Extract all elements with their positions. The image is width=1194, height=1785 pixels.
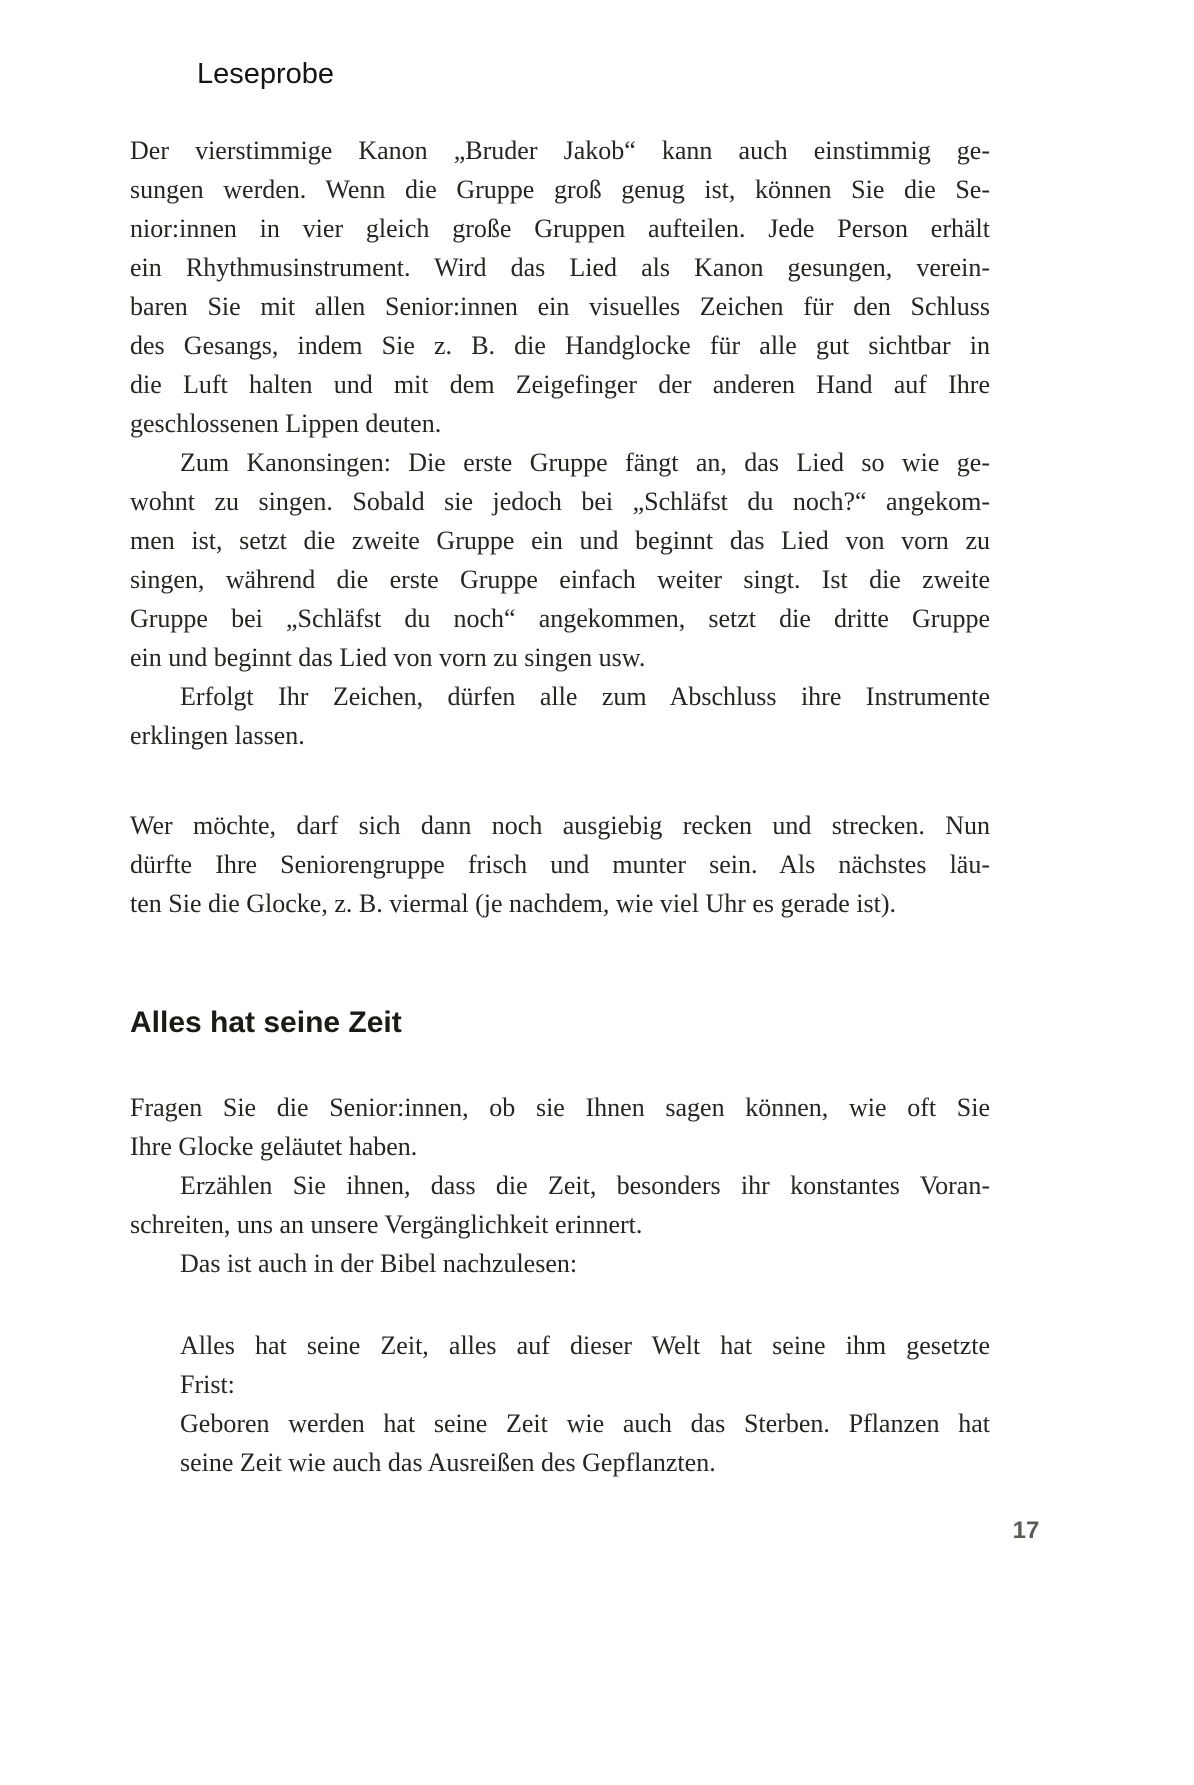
paragraph: [130, 677, 990, 755]
text-line: singen, während die erste Gruppe einfach weiter singt. Ist die zweite: [130, 565, 990, 594]
text-line: men ist, setzt die zweite Gruppe ein und beginnt das Lied von vorn zu: [130, 526, 990, 555]
paragraph: [130, 806, 990, 923]
text-line: ten Sie die Glocke, z. B. viermal (je nachdem, wie viel Uhr es gerade ist).: [130, 889, 897, 918]
text-column: [130, 131, 990, 1482]
text-line: nior:innen in vier gleich große Gruppen aufteilen. Jede Person erhält: [130, 214, 990, 243]
text-line: geschlossenen Lippen deuten.: [130, 409, 442, 438]
section-heading: Alles hat seine Zeit: [130, 1006, 402, 1039]
text-line: seine Zeit wie auch das Ausreißen des Gepflanzten.: [180, 1448, 716, 1477]
text-line: Der vierstimmige Kanon „Bruder Jakob“ kann auch einstimmig ge-: [130, 136, 990, 165]
page-header: Leseprobe: [197, 58, 335, 90]
paragraph: [130, 1088, 990, 1166]
text-line: die Luft halten und mit dem Zeigefinger der anderen Hand auf Ihre: [130, 370, 990, 399]
text-line: dürfte Ihre Seniorengruppe frisch und munter sein. Als nächstes läu-: [130, 850, 990, 879]
text-line: Alles hat seine Zeit, alles auf dieser Welt hat seine ihm gesetzte: [180, 1331, 990, 1360]
paragraph: [130, 131, 990, 443]
text-line: Ihre Glocke geläutet haben.: [130, 1132, 418, 1161]
text-line: Das ist auch in der Bibel nachzulesen:: [180, 1249, 578, 1278]
text-line: Zum Kanonsingen: Die erste Gruppe fängt an, das Lied so wie ge-: [180, 448, 990, 477]
text-line: ein und beginnt das Lied von vorn zu singen usw.: [130, 643, 646, 672]
bible-quote: [130, 1326, 990, 1482]
text-line: Frist:: [180, 1370, 235, 1399]
text-line: Fragen Sie die Senior:innen, ob sie Ihnen sagen können, wie oft Sie: [130, 1093, 990, 1122]
text-line: Wer möchte, darf sich dann noch ausgiebig recken und strecken. Nun: [130, 811, 990, 840]
text-line: Geboren werden hat seine Zeit wie auch das Sterben. Pflanzen hat: [180, 1409, 990, 1438]
text-line: Erzählen Sie ihnen, dass die Zeit, besonders ihr konstantes Voran-: [180, 1171, 990, 1200]
paragraph: [130, 443, 990, 677]
text-line: wohnt zu singen. Sobald sie jedoch bei „Schläfst du noch?“ angekom-: [130, 487, 990, 516]
text-line: baren Sie mit allen Senior:innen ein visuelles Zeichen für den Schluss: [130, 292, 990, 321]
paragraph: [130, 1166, 990, 1244]
text-line: erklingen lassen.: [130, 721, 305, 750]
page-number: 17: [1012, 1517, 1040, 1544]
text-line: schreiten, uns an unsere Vergänglichkeit erinnert.: [130, 1210, 643, 1239]
text-line: Erfolgt Ihr Zeichen, dürfen alle zum Abschluss ihre Instrumente: [180, 682, 990, 711]
text-line: des Gesangs, indem Sie z. B. die Handglocke für alle gut sichtbar in: [130, 331, 990, 360]
paragraph: [130, 1244, 990, 1283]
text-line: Gruppe bei „Schläfst du noch“ angekommen, setzt die dritte Gruppe: [130, 604, 990, 633]
text-line: sungen werden. Wenn die Gruppe groß genug ist, können Sie die Se-: [130, 175, 990, 204]
text-line: ein Rhythmusinstrument. Wird das Lied als Kanon gesungen, verein-: [130, 253, 990, 282]
